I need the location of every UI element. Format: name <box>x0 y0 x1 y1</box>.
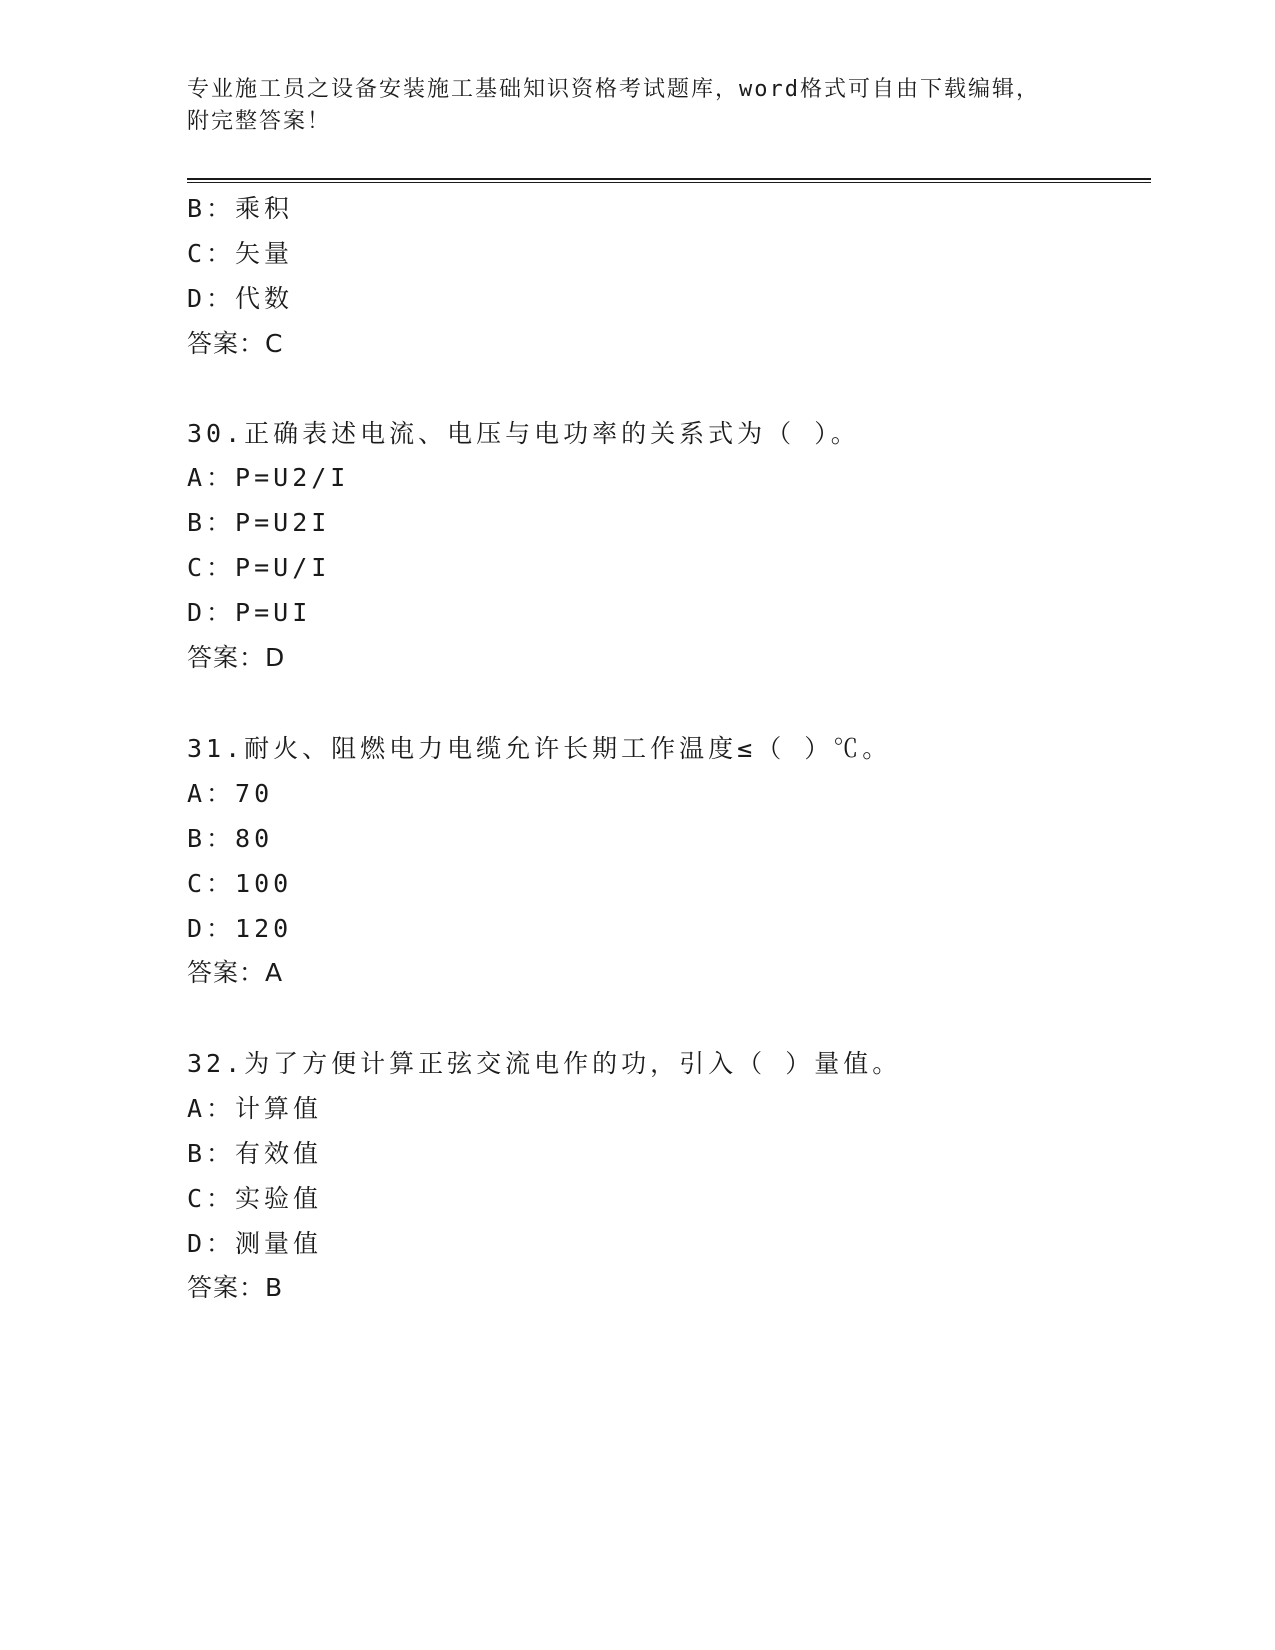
question-stem: 31.耐火、阻燃电力电缆允许长期工作温度≤（ ）℃。 <box>187 734 892 763</box>
option-c: C：P=U/I <box>187 553 331 582</box>
option-d: D：代数 <box>187 284 294 313</box>
question-stem: 32.为了方便计算正弦交流电作的功，引入（ ）量值。 <box>187 1049 902 1078</box>
option-b: B：有效值 <box>187 1139 323 1168</box>
header-line-1: 专业施工员之设备安装施工基础知识资格考试题库，word格式可自由下载编辑， <box>187 77 1040 102</box>
document-header <box>187 74 1107 138</box>
answer-line: 答案：D <box>187 643 286 672</box>
option-a: A：70 <box>187 779 274 808</box>
answer-line: 答案：C <box>187 329 284 358</box>
option-a: A：P=U2/I <box>187 463 350 492</box>
option-c: C：实验值 <box>187 1184 323 1213</box>
option-a: A：计算值 <box>187 1094 323 1123</box>
answer-line: 答案：B <box>187 1273 284 1302</box>
option-b: B：乘积 <box>187 194 294 223</box>
option-d: D：测量值 <box>187 1229 323 1258</box>
header-divider-thick <box>187 178 1151 180</box>
header-divider-thin <box>187 182 1151 183</box>
option-c: C：100 <box>187 869 293 898</box>
answer-line: 答案：A <box>187 958 284 987</box>
option-d: D：120 <box>187 914 293 943</box>
question-stem: 30.正确表述电流、电压与电功率的关系式为（ ）。 <box>187 419 860 448</box>
option-b: B：P=U2I <box>187 508 331 537</box>
option-c: C：矢量 <box>187 239 294 268</box>
option-d: D：P=UI <box>187 598 312 627</box>
header-line-2: 附完整答案！ <box>187 109 332 134</box>
option-b: B：80 <box>187 824 274 853</box>
